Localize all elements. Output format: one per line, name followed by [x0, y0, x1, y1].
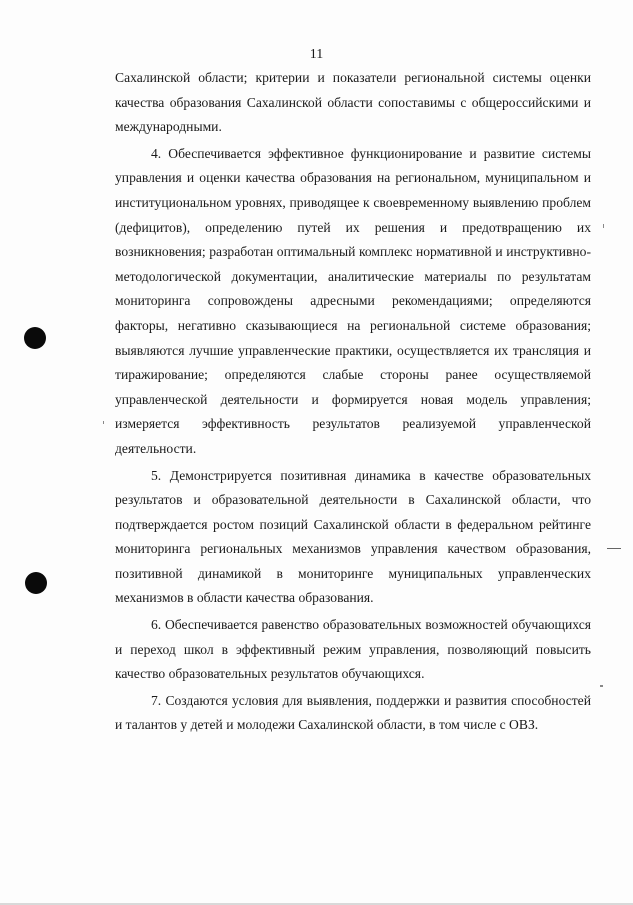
page-number: 11 — [309, 47, 324, 62]
scan-mark — [607, 548, 621, 549]
punch-hole-mark-top — [24, 327, 46, 349]
paragraph-continuation: Сахалинской области; критерии и показатели региональной системы оценки качества образования Сахалинской области сопоставимы с общероссийскими и международными. — [115, 70, 591, 135]
paragraph-6: 6. Обеспечивается равенство образовательных возможностей обучающихся и переход школ в эффективный режим управления, позволяющий повысить качество образовательных результатов обучающихся. — [115, 617, 591, 682]
paragraph-7: 7. Создаются условия для выявления, поддержки и развития способностей и талантов у детей и молодежи Сахалинской области, в том числе с ОВЗ. — [115, 692, 591, 733]
paragraph-5: 5. Демонстрируется позитивная динамика в качестве образовательных результатов и образовательной деятельности в Сахалинской области, что подтверждается ростом позиций Сахалинской области в федеральном рейтинге мониторинга региональных механизмов управления качеством образования, позитивной динамикой в мониторинге муниципальных управленческих механизмов в области качества образования. — [115, 467, 591, 606]
punch-hole-mark-bottom — [25, 572, 47, 594]
paragraph-4: 4. Обеспечивается эффективное функционирование и развитие системы управления и оценки качества образования на региональном, муниципальном и институциональном уровнях, приводящее к своевременному выявлению проблем (дефицитов), определению путей их решения и предотвращению их возникновения; разработан оптимальный комплекс нормативной и инструктивно-методологической документации, аналитические материалы по результатам мониторинга сопровождены адресными рекомендациями; определяются факторы, негативно сказывающиеся на региональной системе образования; выявляются лучшие управленческие практики, осуществляется их трансляция и тиражирование; определяются слабые стороны ранее осуществляемой управленческой деятельности и формируется новая модель управления; измеряется эффективность результатов реализуемой управленческой деятельности. — [115, 145, 591, 456]
scan-speck — [600, 685, 603, 687]
document-body — [115, 66, 591, 740]
scan-speck — [103, 421, 104, 424]
scan-speck — [603, 224, 604, 228]
